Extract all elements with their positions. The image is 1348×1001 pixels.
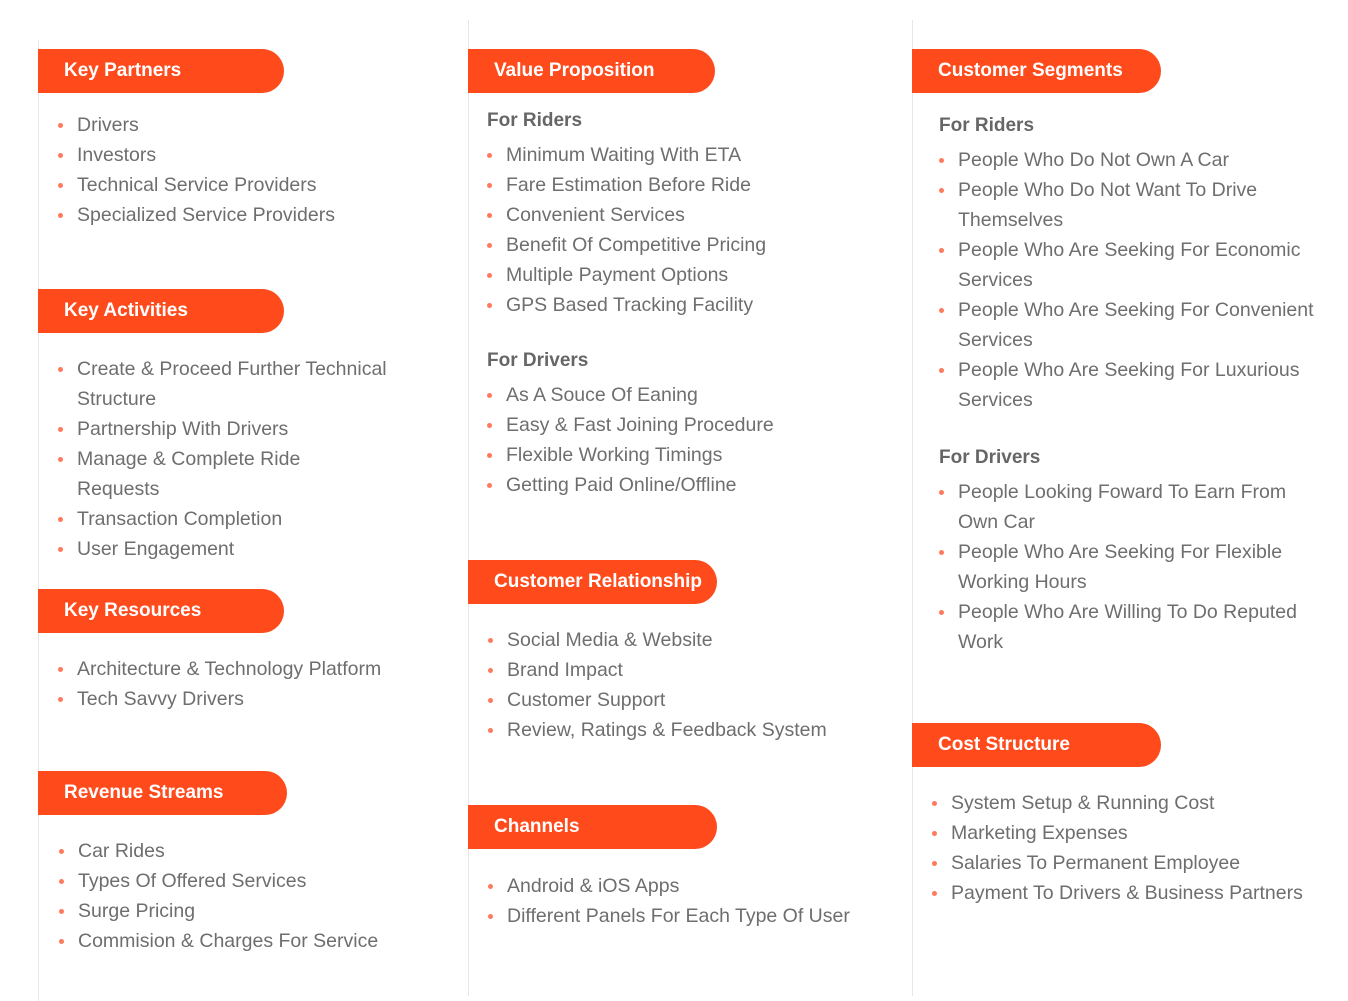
value-riders-list bbox=[487, 140, 897, 320]
list-item: Getting Paid Online/Offline bbox=[487, 470, 897, 500]
value-proposition-section bbox=[468, 49, 908, 519]
list-item: Salaries To Permanent Employee bbox=[932, 848, 1332, 878]
list-item: Flexible Working Timings bbox=[487, 440, 897, 470]
channels-list bbox=[488, 871, 908, 931]
customer-relationship-section bbox=[468, 560, 908, 760]
list-item: Investors bbox=[58, 140, 448, 170]
channels-section bbox=[468, 805, 908, 945]
list-item: Easy & Fast Joining Procedure bbox=[487, 410, 897, 440]
customer-segments-section bbox=[912, 49, 1332, 669]
segments-drivers-list bbox=[939, 477, 1324, 657]
list-item: Minimum Waiting With ETA bbox=[487, 140, 897, 170]
list-item: Brand Impact bbox=[488, 655, 908, 685]
list-item: Marketing Expenses bbox=[932, 818, 1332, 848]
key-resources-title: Key Resources bbox=[38, 589, 284, 633]
segments-riders-list bbox=[939, 145, 1324, 415]
customer-relationship-title: Customer Relationship bbox=[468, 560, 717, 604]
list-item: Create & Proceed Further Technical Structure bbox=[58, 354, 388, 414]
segments-drivers-heading: For Drivers bbox=[939, 447, 1041, 468]
list-item: People Who Are Willing To Do Reputed Work bbox=[939, 597, 1324, 657]
key-activities-list bbox=[58, 354, 388, 564]
customer-relationship-list bbox=[488, 625, 908, 745]
key-activities-title: Key Activities bbox=[38, 289, 284, 333]
list-item: Architecture & Technology Platform bbox=[58, 654, 458, 684]
list-item: Specialized Service Providers bbox=[58, 200, 448, 230]
customer-segments-title: Customer Segments bbox=[912, 49, 1161, 93]
list-item: People Who Are Seeking For Convenient Services bbox=[939, 295, 1324, 355]
segments-riders-heading: For Riders bbox=[939, 115, 1035, 136]
key-resources-section bbox=[38, 589, 458, 719]
list-item: Commision & Charges For Service bbox=[59, 926, 459, 956]
list-item: Partnership With Drivers bbox=[58, 414, 388, 444]
value-proposition-title: Value Proposition bbox=[468, 49, 715, 93]
cost-structure-section bbox=[912, 723, 1332, 923]
list-item: People Who Are Seeking For Luxurious Services bbox=[939, 355, 1324, 415]
list-item: Customer Support bbox=[488, 685, 908, 715]
list-item: Transaction Completion bbox=[58, 504, 388, 534]
list-item: Different Panels For Each Type Of User bbox=[488, 901, 908, 931]
key-partners-title: Key Partners bbox=[38, 49, 284, 93]
key-partners-section bbox=[38, 49, 458, 249]
list-item: People Who Are Seeking For Economic Services bbox=[939, 235, 1324, 295]
list-item: Convenient Services bbox=[487, 200, 897, 230]
key-resources-list bbox=[58, 654, 458, 714]
revenue-streams-list bbox=[59, 836, 459, 956]
list-item: Multiple Payment Options bbox=[487, 260, 897, 290]
revenue-streams-title: Revenue Streams bbox=[38, 771, 287, 815]
list-item: Surge Pricing bbox=[59, 896, 459, 926]
value-drivers-list bbox=[487, 380, 897, 500]
cost-structure-list bbox=[932, 788, 1332, 908]
list-item: Car Rides bbox=[59, 836, 459, 866]
list-item: Benefit Of Competitive Pricing bbox=[487, 230, 897, 260]
list-item: Technical Service Providers bbox=[58, 170, 448, 200]
list-item: As A Souce Of Eaning bbox=[487, 380, 897, 410]
list-item: People Who Do Not Want To Drive Themselves bbox=[939, 175, 1324, 235]
key-partners-list bbox=[58, 110, 448, 230]
list-item: Review, Ratings & Feedback System bbox=[488, 715, 908, 745]
list-item: User Engagement bbox=[58, 534, 388, 564]
list-item: Fare Estimation Before Ride bbox=[487, 170, 897, 200]
list-item: Drivers bbox=[58, 110, 448, 140]
list-item: People Who Are Seeking For Flexible Working Hours bbox=[939, 537, 1324, 597]
list-item: Payment To Drivers & Business Partners bbox=[932, 878, 1332, 908]
value-drivers-heading: For Drivers bbox=[487, 350, 589, 371]
list-item: Social Media & Website bbox=[488, 625, 908, 655]
key-activities-section bbox=[38, 289, 458, 560]
revenue-streams-section bbox=[38, 771, 458, 971]
value-riders-heading: For Riders bbox=[487, 110, 583, 131]
list-item: Tech Savvy Drivers bbox=[58, 684, 458, 714]
cost-structure-title: Cost Structure bbox=[912, 723, 1161, 767]
list-item: GPS Based Tracking Facility bbox=[487, 290, 897, 320]
list-item: People Looking Foward To Earn From Own Car bbox=[939, 477, 1324, 537]
list-item: System Setup & Running Cost bbox=[932, 788, 1332, 818]
channels-title: Channels bbox=[468, 805, 717, 849]
list-item: People Who Do Not Own A Car bbox=[939, 145, 1324, 175]
list-item: Manage & Complete Ride Requests bbox=[58, 444, 388, 504]
list-item: Types Of Offered Services bbox=[59, 866, 459, 896]
list-item: Android & iOS Apps bbox=[488, 871, 908, 901]
